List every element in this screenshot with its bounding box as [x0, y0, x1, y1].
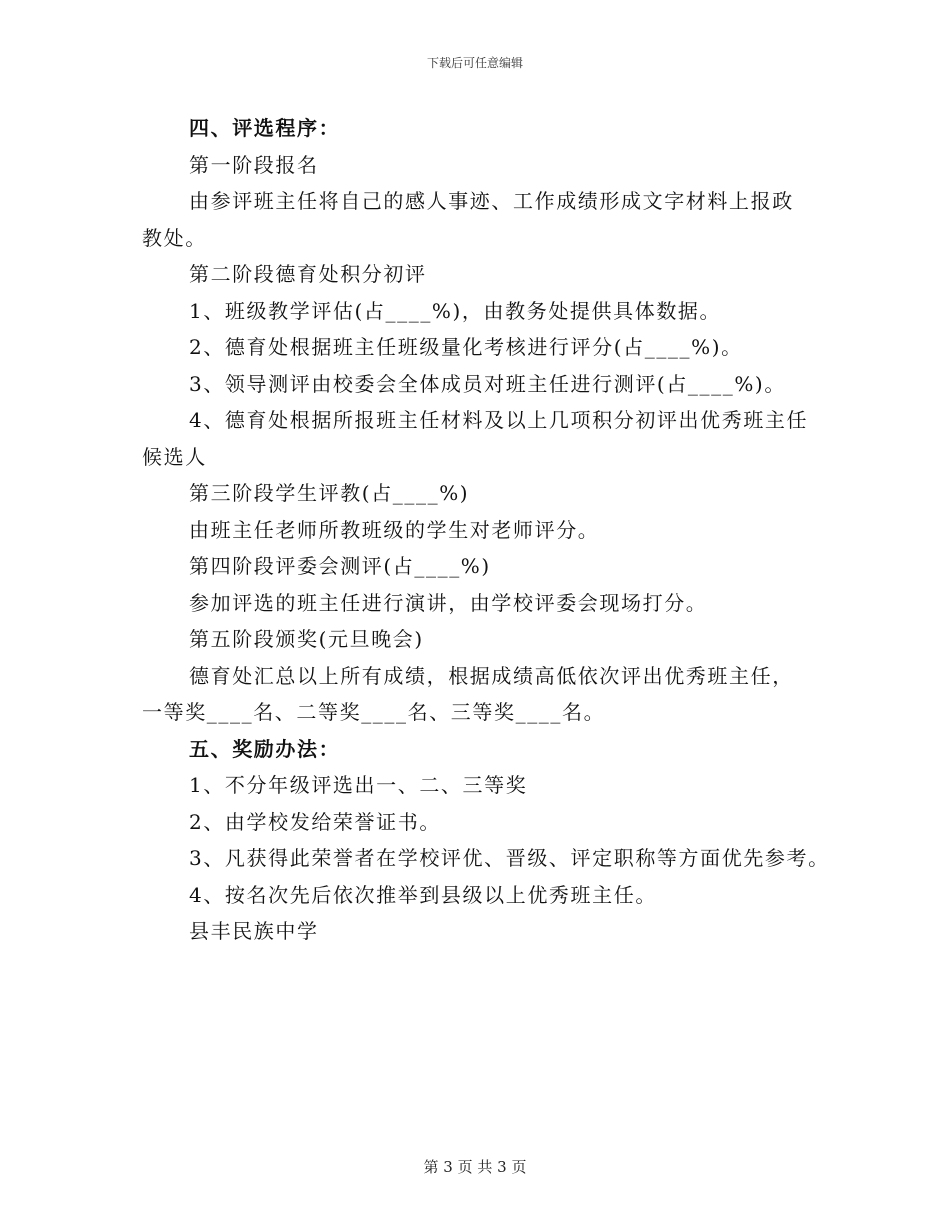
text-line: 教处。	[142, 225, 207, 250]
text-line: 第五阶段颁奖(元旦晚会)	[189, 627, 424, 651]
text-line: 由班主任老师所教班级的学生对老师评分。	[189, 517, 600, 542]
document-body	[142, 110, 830, 950]
text-line: 4、德育处根据所报班主任材料及以上几项积分初评出优秀班主任	[189, 408, 809, 432]
text-line: 2、由学校发给荣誉证书。	[189, 809, 441, 834]
text-line: 2、德育处根据班主任班级量化考核进行评分(占____%)。	[189, 335, 743, 359]
page-footer: 第 3 页 共 3 页	[423, 1158, 527, 1176]
text-line: 一等奖____名、二等奖____名、三等奖____名。	[142, 700, 606, 724]
text-line: 3、领导测评由校委会全体成员对班主任进行测评(占____%)。	[189, 371, 786, 396]
section-heading: 五、奖励办法：	[189, 736, 341, 761]
text-line: 县丰民族中学	[189, 919, 319, 943]
text-line: 1、班级教学评估(占____%)，由教务处提供具体数据。	[189, 298, 722, 323]
text-line: 第三阶段学生评教(占____%)	[189, 481, 470, 505]
text-line: 第一阶段报名	[189, 152, 319, 177]
text-line: 德育处汇总以上所有成绩，根据成绩高低依次评出优秀班主任，	[189, 663, 794, 688]
text-line: 1、不分年级评选出一、二、三等奖	[189, 773, 528, 797]
section-heading: 四、评选程序：	[189, 116, 341, 140]
text-line: 3、凡获得此荣誉者在学校评优、晋级、评定职称等方面优先参考。	[189, 846, 830, 870]
text-line: 4、按名次先后依次推举到县级以上优秀班主任。	[189, 882, 657, 907]
text-line: 由参评班主任将自己的感人事迹、工作成绩形成文字材料上报政	[189, 189, 794, 213]
text-line: 候选人	[142, 444, 207, 469]
text-line: 参加评选的班主任进行演讲，由学校评委会现场打分。	[189, 590, 708, 615]
text-line: 第四阶段评委会测评(占____%)	[189, 554, 491, 578]
text-line: 第二阶段德育处积分初评	[189, 262, 427, 286]
page-header: 下载后可任意编辑	[426, 56, 523, 70]
